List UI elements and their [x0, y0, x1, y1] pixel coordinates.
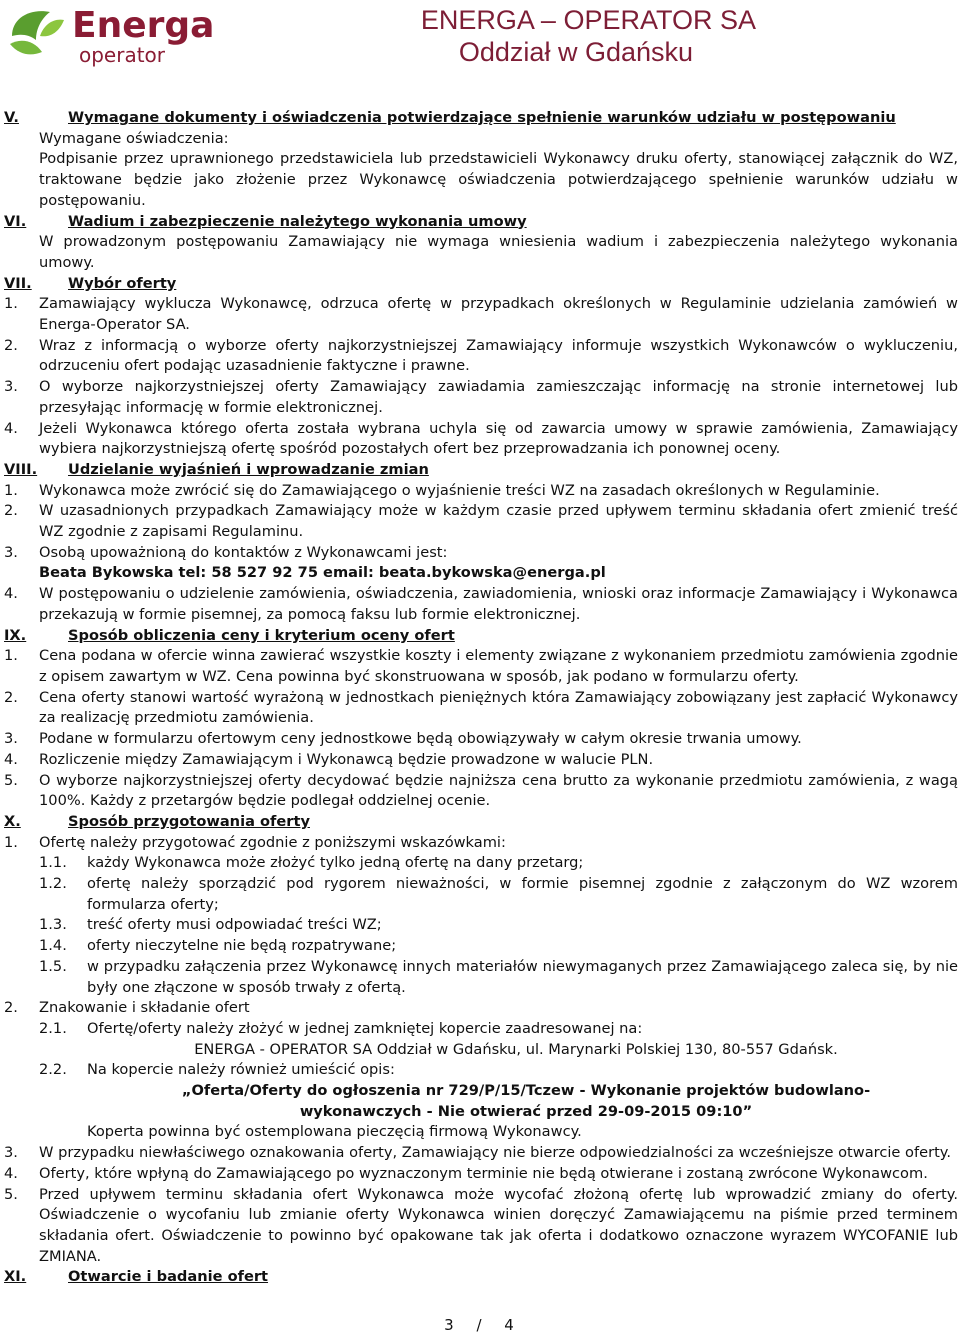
sub-item-number: 1.1.: [39, 854, 67, 872]
envelope-label-line-2: wykonawczych - Nie otwierać przed 29-09-2015 09:10”: [299, 1102, 753, 1120]
sub-item: [4, 915, 958, 936]
section-title: Sposób przygotowania oferty: [68, 812, 310, 830]
sub-item: [4, 936, 958, 957]
list-item: [4, 377, 958, 418]
item-number: 5.: [4, 771, 18, 789]
list-item: [4, 1143, 958, 1164]
sub-item-text: Na kopercie należy również umieścić opis:: [87, 1061, 395, 1079]
list-item: [4, 729, 958, 750]
sub-item-number: 1.5.: [39, 957, 67, 975]
sub-item: [4, 1060, 958, 1081]
item-number: 3.: [4, 1144, 18, 1162]
item-text: W postępowaniu o udzielenie zamówienia, oświadczenia, zawiadomienia, wnioski oraz informacje Zamawiający i Wykonawca przekazują w formie pisemnej, za pomocą faksu lub formie elektronicznej.: [39, 585, 958, 623]
list-item: [4, 833, 958, 854]
section-heading: [4, 1267, 958, 1288]
section-number: VIII.: [4, 460, 38, 478]
item-text: O wyborze najkorzystniejszej oferty decydować będzie najniższa cena brutto za wykonanie przedmiotu zamówienia, z wagą 100%. Każdy z przetargów będzie podlegał oddzielnej ocenie.: [39, 771, 958, 810]
item-number: 4.: [4, 1164, 18, 1182]
sub-item-number: 2.2.: [39, 1061, 67, 1079]
item-number: 1.: [4, 481, 18, 499]
list-item: [4, 998, 958, 1019]
section-heading: [4, 274, 958, 295]
item-number: 3.: [4, 543, 18, 561]
section-number: V.: [4, 109, 19, 126]
item-number: 2.: [4, 688, 18, 706]
logo-subtitle: operator: [79, 43, 166, 67]
section-title: Sposób obliczenia ceny i kryterium oceny ofert: [68, 626, 455, 644]
sub-item-text: w przypadku załączenia przez Wykonawcę innych materiałów niewymaganych przez Zamawiającego zaleca się, by nie były one złączone w sposób trwały z ofertą.: [87, 957, 958, 996]
item-number: 2.: [4, 502, 18, 520]
paragraph: W prowadzonym postępowaniu Zamawiający nie wymaga wniesienia wadium i zabezpieczenia należytego wykonania umowy.: [39, 233, 958, 271]
contact-person: Beata Bykowska tel: 58 527 92 75 email: beata.bykowska@energa.pl: [39, 564, 606, 582]
section-heading: [4, 812, 958, 833]
item-number: 4.: [4, 419, 18, 437]
item-text: Podane w formularzu ofertowym ceny jednostkowe będą obowiązywały w całym okresie trwania umowy.: [39, 730, 802, 748]
paragraph: Wymagane oświadczenia:: [39, 129, 229, 147]
sub-item: [4, 853, 958, 874]
item-text: Zamawiający wyklucza Wykonawcę, odrzuca ofertę w przypadkach określonych w Regulaminie udzielania zamówień w Energa-Operator SA.: [39, 295, 958, 334]
section-title: Wadium i zabezpieczenie należytego wykonania umowy: [68, 212, 527, 230]
energa-logo: [6, 4, 215, 74]
list-item: [4, 481, 958, 502]
sub-item-text: ofertę należy sporządzić pod rygorem nieważności, w formie pisemnej zgodnie z załączonym do WZ wzorem formularza oferty;: [87, 875, 958, 913]
item-text: Wraz z informacją o wyborze oferty najkorzystniejszej Zamawiający informuje wszystkich Wykonawców o wykluczeniu, odrzuceniu ofert podając uzasadnienie faktyczne i prawne.: [39, 336, 958, 375]
item-number: 3.: [4, 730, 18, 748]
item-number: 1.: [4, 295, 18, 313]
sub-item: [4, 957, 958, 998]
sub-item-text: każdy Wykonawca może złożyć tylko jedną ofertę na dany przetarg;: [87, 854, 584, 872]
section-number: VI.: [4, 212, 27, 230]
section-number: IX.: [4, 626, 27, 644]
item-number: 4.: [4, 750, 18, 768]
section-heading: [4, 626, 958, 647]
section-title: Udzielanie wyjaśnień i wprowadzanie zmian: [68, 460, 429, 478]
company-line-1: ENERGA – OPERATOR SA: [420, 5, 756, 35]
paragraph: Podpisanie przez uprawnionego przedstawiciela lub przedstawicieli Wykonawcy druku oferty, stanowiącej załącznik do WZ, traktowane będzie jako złożenie przez Wykonawcę oświadczenia potwierdzającego spełnienie warunków udziału w postępowaniu.: [39, 150, 958, 209]
company-name: [421, 4, 756, 68]
list-item: [4, 1185, 958, 1268]
item-number: 1.: [4, 647, 18, 665]
sub-item-text: Ofertę/oferty należy złożyć w jednej zamkniętej kopercie zaadresowanej na:: [87, 1019, 643, 1037]
sub-item-number: 1.2.: [39, 875, 67, 893]
list-item: [4, 1164, 958, 1185]
list-item: [4, 750, 958, 771]
envelope-label-line-1: „Oferta/Oferty do ogłoszenia nr 729/P/15/Tczew - Wykonanie projektów budowlano-: [181, 1082, 871, 1100]
page-header: [0, 0, 960, 90]
item-text: Cena podana w ofercie winna zawierać wszystkie koszty i elementy związane z wykonaniem przedmiotu zamówienia zgodnie z opisem zawartym w WZ. Cena powinna być skonstruowana w sposób, jak podano w formularzu oferty.: [39, 647, 958, 685]
page-number: 3 / 4: [444, 1316, 516, 1334]
section-number: X.: [4, 812, 21, 830]
item-text: Jeżeli Wykonawca którego oferta została wybrana uchyla się od zawarcia umowy w sprawie zamówienia, Zamawiający wybiera najkorzystniejszą ofertę spośród pozostałych ofert bez przeprowadzania ich ponownej oceny.: [39, 419, 958, 458]
item-text: W przypadku niewłaściwego oznakowania oferty, Zamawiający nie bierze odpowiedzialności za wcześniejsze otwarcie oferty.: [39, 1144, 951, 1162]
energa-leaf-icon: [6, 6, 68, 68]
list-item: [4, 688, 958, 729]
section-heading: [4, 108, 958, 129]
item-number: 4.: [4, 585, 18, 603]
item-text: Rozliczenie między Zamawiającym i Wykonawcą będzie prowadzone w walucie PLN.: [39, 750, 654, 768]
item-text: Osobą upoważnioną do kontaktów z Wykonawcami jest:: [39, 543, 448, 561]
item-text: Oferty, które wpłyną do Zamawiającego po wyznaczonym terminie nie będą otwierane i zostaną zwrócone Wykonawcom.: [39, 1164, 928, 1182]
item-text: Wykonawca może zwrócić się do Zamawiającego o wyjaśnienie treści WZ na zasadach określonych w Regulaminie.: [39, 481, 880, 499]
list-item: [4, 584, 958, 625]
document-body: [4, 108, 958, 1288]
list-item: [4, 294, 958, 335]
sub-item-number: 1.4.: [39, 937, 67, 955]
section-number: XI.: [4, 1268, 27, 1286]
item-number: 1.: [4, 833, 18, 851]
sub-item-text: treść oferty musi odpowiadać treści WZ;: [87, 916, 382, 934]
item-number: 2.: [4, 336, 18, 354]
logo-wordmark: Energa: [72, 5, 215, 46]
list-item: [4, 543, 958, 564]
list-item: [4, 419, 958, 460]
item-number: 5.: [4, 1185, 18, 1203]
section-heading: [4, 460, 958, 481]
stamp-note: Koperta powinna być ostemplowana pieczęcią firmową Wykonawcy.: [87, 1123, 582, 1141]
company-line-2: Oddział w Gdańsku: [458, 37, 694, 67]
item-text: O wyborze najkorzystniejszej oferty Zamawiający zawiadamia zamieszczając informację na stronie internetowej lub przesyłając informację w formie elektronicznej.: [39, 378, 958, 416]
section-title: Wybór oferty: [68, 274, 177, 292]
list-item: [4, 646, 958, 687]
sub-item: [4, 874, 958, 915]
list-item: [4, 336, 958, 377]
item-text: Przed upływem terminu składania ofert Wykonawca może wycofać złożoną ofertę lub wprowadzić zmiany do oferty. Oświadczenie o wycofaniu lub zmianie oferty Wykonawca winien doręczyć Zamawiającemu na piśmie przed terminem składania ofert. Oświadczenie to powinno być opakowane tak jak oferta i dodatkowo oznaczone wyrazem WYCOFANIE lub ZMIANA.: [39, 1185, 958, 1265]
sub-item-number: 2.1.: [39, 1019, 67, 1037]
item-text: Znakowanie i składanie ofert: [39, 999, 250, 1017]
section-number: VII.: [4, 274, 32, 292]
sub-item: [4, 1019, 958, 1040]
sub-item-number: 1.3.: [39, 916, 67, 934]
list-item: [4, 501, 958, 542]
item-number: 3.: [4, 378, 18, 396]
section-title: Wymagane dokumenty i oświadczenia potwierdzające spełnienie warunków udziału w postępowaniu: [68, 109, 896, 126]
section-heading: [4, 212, 958, 233]
list-item: [4, 771, 958, 812]
item-text: Ofertę należy przygotować zgodnie z poniższymi wskazówkami:: [39, 833, 506, 851]
sub-item-text: oferty nieczytelne nie będą rozpatrywane;: [87, 937, 397, 955]
item-number: 2.: [4, 999, 18, 1017]
address-line: ENERGA - OPERATOR SA Oddział w Gdańsku, ul. Marynarki Polskiej 130, 80-557 Gdańsk.: [194, 1040, 838, 1058]
item-text: Cena oferty stanowi wartość wyrażoną w jednostkach pieniężnych która Zamawiający zobowiązany jest zapłacić Wykonawcy za realizację przedmiotu zamówienia.: [39, 688, 958, 727]
section-title: Otwarcie i badanie ofert: [68, 1268, 269, 1286]
item-text: W uzasadnionych przypadkach Zamawiający może w każdym czasie przed upływem terminu składania ofert zmienić treść WZ zgodnie z zapisami Regulaminu.: [39, 502, 958, 541]
